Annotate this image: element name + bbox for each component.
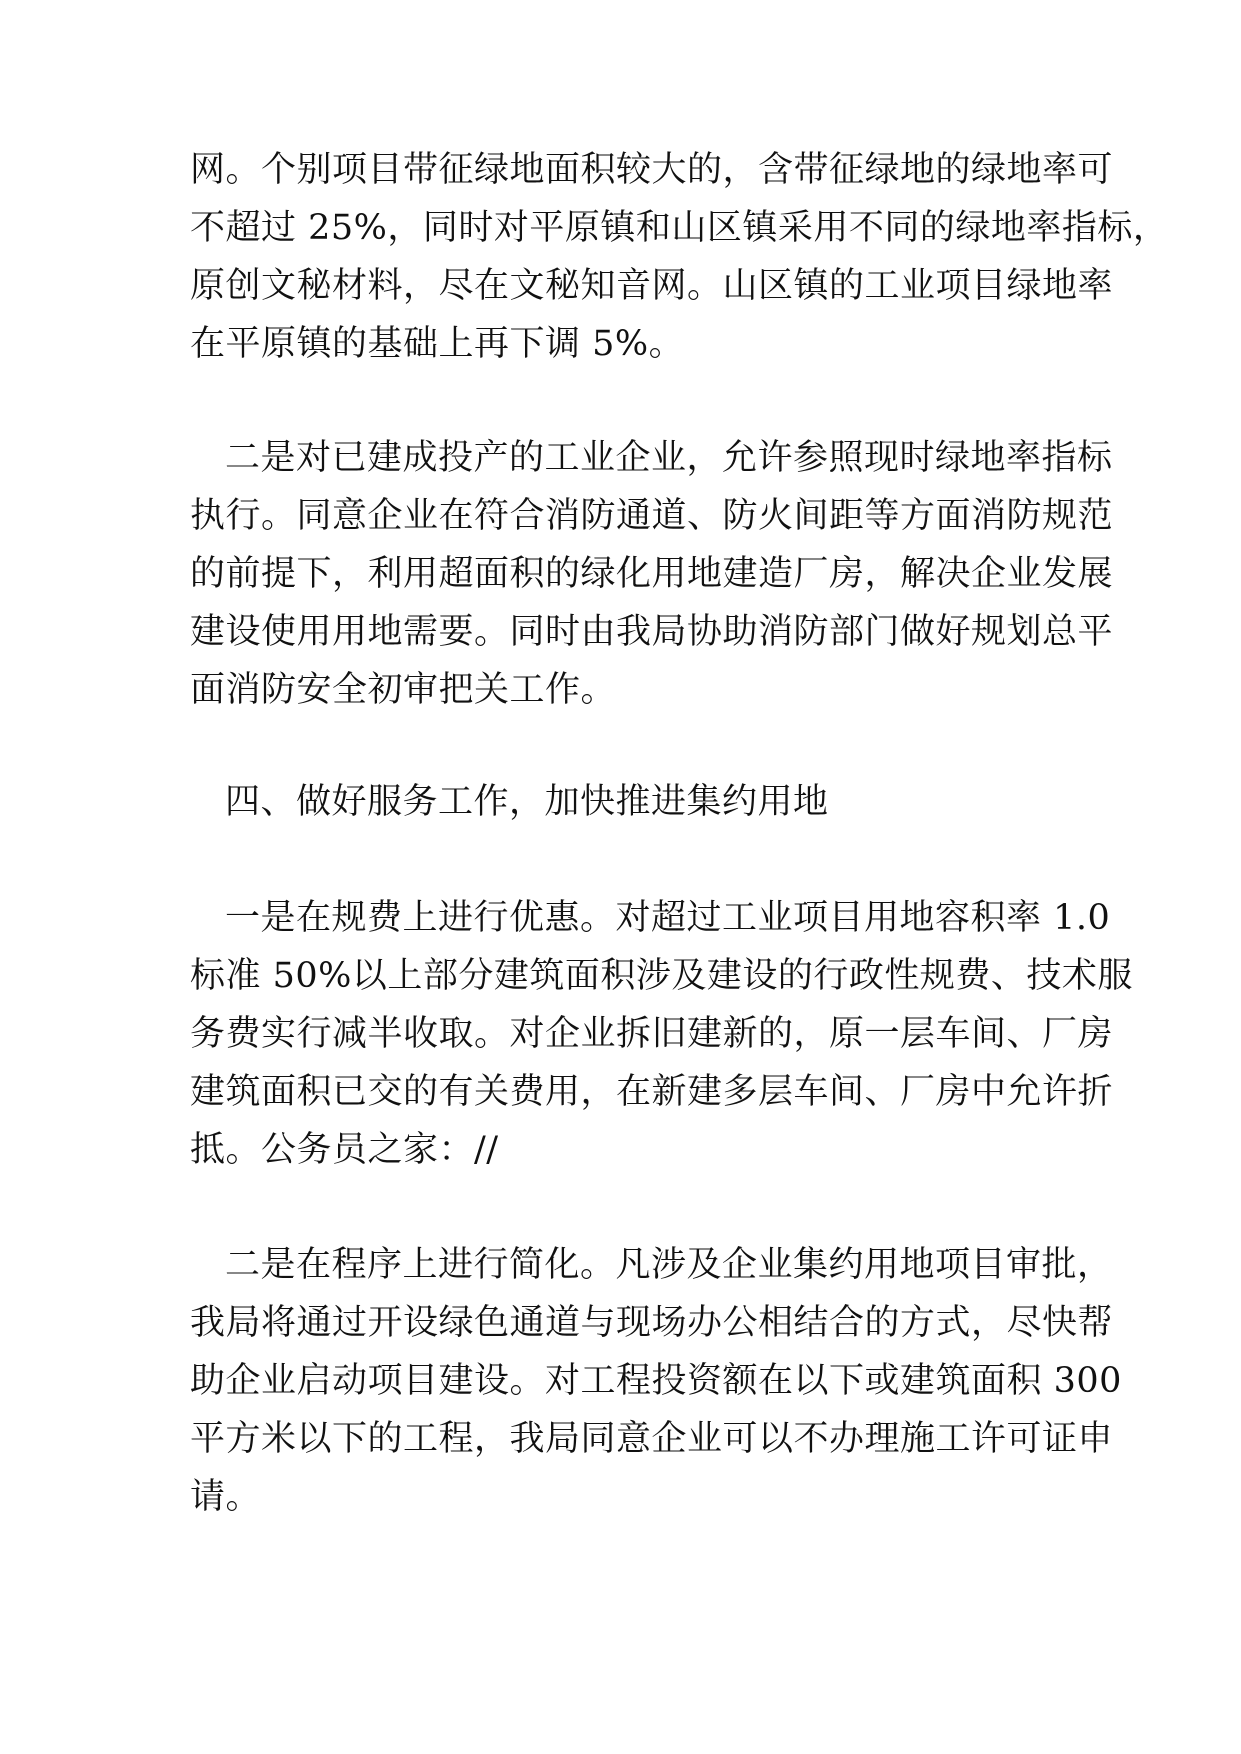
text-line: 原创文秘材料，尽在文秘知音网。山区镇的工业项目绿地率 xyxy=(190,266,1114,306)
text-line: 二是在程序上进行简化。凡涉及企业集约用地项目审批， xyxy=(225,1245,1113,1285)
text-line: 网。个别项目带征绿地面积较大的，含带征绿地的绿地率可 xyxy=(190,150,1114,190)
text-line: 请。 xyxy=(190,1477,262,1517)
text-line: 在平原镇的基础上再下调 5%。 xyxy=(190,324,685,364)
text-line: 平方米以下的工程，我局同意企业可以不办理施工许可证申 xyxy=(190,1419,1114,1459)
text-line: 建筑面积已交的有关费用，在新建多层车间、厂房中允许折 xyxy=(190,1072,1114,1112)
text-line: 标准 50%以上部分建筑面积涉及建设的行政性规费、技术服 xyxy=(190,956,1133,996)
text-line: 一是在规费上进行优惠。对超过工业项目用地容积率 1.0 xyxy=(225,898,1111,938)
text-line: 不超过 25%，同时对平原镇和山区镇采用不同的绿地率指标， xyxy=(190,208,1169,248)
text-line: 的前提下，利用超面积的绿化用地建造厂房，解决企业发展 xyxy=(190,554,1114,594)
text-line: 抵。公务员之家：// xyxy=(190,1130,499,1170)
text-line: 助企业启动项目建设。对工程投资额在以下或建筑面积 300 xyxy=(190,1361,1122,1401)
text-line: 面消防安全初审把关工作。 xyxy=(190,670,617,710)
text-line: 执行。同意企业在符合消防通道、防火间距等方面消防规范 xyxy=(190,496,1114,536)
text-line: 务费实行减半收取。对企业拆旧建新的，原一层车间、厂房 xyxy=(190,1014,1114,1054)
text-line: 二是对已建成投产的工业企业，允许参照现时绿地率指标 xyxy=(225,438,1113,478)
text-line: 我局将通过开设绿色通道与现场办公相结合的方式，尽快帮 xyxy=(190,1303,1114,1343)
section-heading: 四、做好服务工作，加快推进集约用地 xyxy=(225,782,829,822)
text-line: 建设使用用地需要。同时由我局协助消防部门做好规划总平 xyxy=(190,612,1114,652)
